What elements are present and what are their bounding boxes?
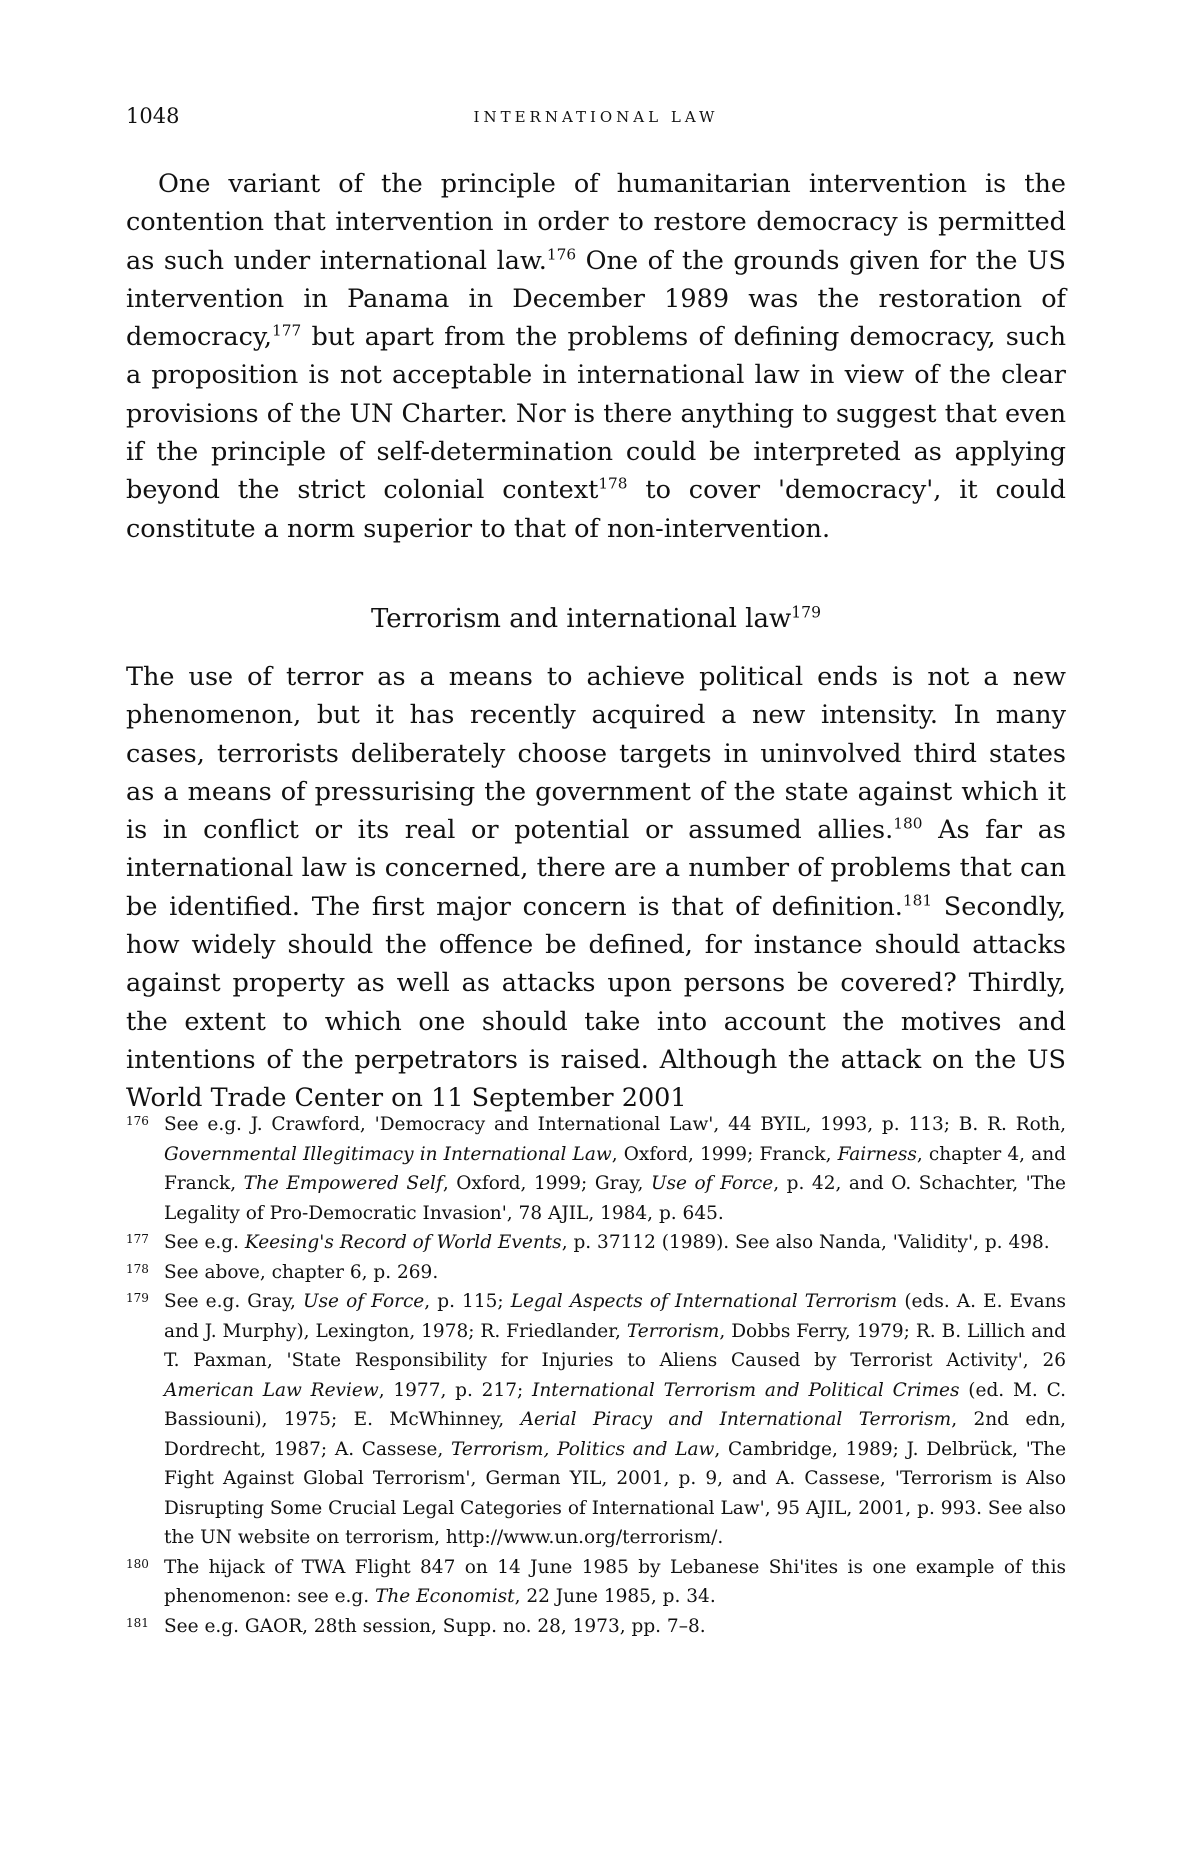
footnote-text: , p. 115; <box>424 1291 511 1312</box>
footnote-text: , chapter 4, and Franck, <box>164 1143 1066 1194</box>
footnote-text: See above, chapter 6, p. 269. <box>164 1261 439 1283</box>
footnote-title: Use of Force <box>302 1291 425 1312</box>
footnote-181 <box>126 1612 1066 1642</box>
footnote-number: 179 <box>126 1291 149 1305</box>
footnote-text: See e.g. GAOR, 28th session, Supp. no. 28, 1973, pp. 7–8. <box>164 1615 706 1637</box>
footnote-number: 177 <box>126 1232 149 1246</box>
footnote-text: , Oxford, 1999; Gray, <box>442 1173 651 1194</box>
footnote-title: Governmental Illegitimacy in International Law <box>164 1143 612 1165</box>
footnote-text: , p. 37112 (1989). See also Nanda, 'Validity', p. 498. <box>561 1232 1050 1253</box>
paragraph-text: One variant of the principle of humanitarian intervention is the contention that intervention in order to restore democracy is permitted as such under international law. <box>126 169 1066 276</box>
footnote-text: See e.g. <box>164 1232 245 1253</box>
footnote-text: , Oxford, 1999; Franck, <box>611 1143 838 1165</box>
footnote-title: Legal Aspects of International Terrorism <box>510 1291 898 1312</box>
section-heading <box>126 604 1066 634</box>
page-header <box>126 104 1066 134</box>
footnote-title: The Empowered Self <box>243 1173 443 1194</box>
footnote-176 <box>126 1110 1066 1228</box>
footnote-179 <box>126 1287 1066 1553</box>
footnote-title: Use of Force <box>650 1173 774 1194</box>
footnote-180 <box>126 1553 1066 1612</box>
footnote-title: American Law Review <box>164 1379 379 1401</box>
footnote-text: See e.g. J. Crawford, 'Democracy and International Law', 44 BYIL, 1993, p. 113; B. R. Roth, <box>164 1114 1066 1135</box>
footnote-177 <box>126 1228 1066 1258</box>
paragraph-text: Secondly, how widely should the offence be defined, for instance should attacks against property as well as attacks upon persons be covered? Thirdly, the extent to which one should take into account the motives and intentions of the perpetrators is raised. Although the attack on the US World Trade Center on 11 September 2001 <box>126 891 1067 1114</box>
paragraph-text: to cover 'democracy', it could constitute a norm superior to that of non-intervention. <box>126 475 1066 544</box>
footnote-text: (eds. A. E. Evans and J. Murphy), Lexington, 1978; R. Friedlander, <box>164 1291 1067 1342</box>
footnote-title: International Terrorism and Political Crimes <box>532 1379 960 1401</box>
footnote-text: , 22 June 1985, p. 34. <box>514 1586 716 1607</box>
footnote-ref-177[interactable]: 177 <box>272 321 302 340</box>
footnote-title: Terrorism <box>626 1320 720 1342</box>
footnote-number: 181 <box>126 1615 149 1630</box>
footnote-title: The Economist <box>375 1586 515 1607</box>
footnote-ref-180[interactable]: 180 <box>893 814 923 833</box>
footnote-text: See e.g. Gray, <box>164 1291 303 1312</box>
running-head: INTERNATIONAL LAW <box>473 108 719 126</box>
footnote-text: , 2nd edn, Dordrecht, 1987; A. Cassese, <box>164 1409 1066 1460</box>
section-heading-text: Terrorism and international law <box>370 604 792 634</box>
paragraph-democracy <box>126 165 1066 548</box>
footnote-ref-176[interactable]: 176 <box>546 245 577 264</box>
footnote-text: (ed. M. C. Bassiouni), 1975; E. McWhinney, <box>164 1379 1066 1430</box>
footnote-title: Aerial Piracy and International Terrorism <box>520 1409 952 1430</box>
paragraph-text: As far as international law is concerned, there are a number of problems that can be identified. The first major concern is that of definition. <box>126 815 1066 922</box>
footnote-text: , p. 42, and O. Schachter, 'The Legality of Pro-Democratic Invasion', 78 AJIL, 1984, p. 645. <box>164 1173 1066 1224</box>
paragraph-text: but apart from the problems of defining democracy, such a proposition is not acceptable in international law in view of the clear provisions of the UN Charter. Nor is there anything to suggest that even if the principle of self-determination could be interpreted as applying beyond the strict colonial context <box>126 322 1066 506</box>
footnote-text: , Dobbs Ferry, 1979; R. B. Lillich and T. Paxman, 'State Responsibility for Injuries to Aliens Caused by Terrorist Activity', 26 <box>164 1320 1066 1371</box>
footnotes <box>126 1110 1066 1641</box>
paragraph-terrorism <box>126 658 1066 1118</box>
footnote-number: 180 <box>126 1556 149 1571</box>
footnote-text: The hijack of TWA Flight 847 on 14 June 1985 by Lebanese Shi'ites is one example of this phenomenon: see e.g. <box>164 1556 1066 1607</box>
footnote-title: Keesing's Record of World Events <box>244 1232 562 1253</box>
footnote-text: , Cambridge, 1989; J. Delbrück, 'The Fight Against Global Terrorism', German YIL, 2001, p. 9, and A. Cassese, 'Terrorism is Also Disrupting Some Crucial Legal Categories of International Law', 95 AJIL, 2001, p. 993. See also the UN website on terrorism, http://www.un.org/terrorism/. <box>164 1438 1067 1548</box>
footnote-number: 176 <box>126 1114 149 1128</box>
page-number: 1048 <box>126 104 180 128</box>
footnote-178 <box>126 1258 1066 1288</box>
footnote-title: Fairness <box>837 1143 917 1165</box>
footnote-ref-181[interactable]: 181 <box>902 891 933 910</box>
footnote-text: , 1977, p. 217; <box>378 1379 533 1401</box>
footnote-title: Terrorism, Politics and Law <box>451 1438 715 1460</box>
paragraph-text: The use of terror as a means to achieve political ends is not a new phenomenon, but it has recently acquired a new intensity. In many cases, terrorists deliberately choose targets in uninvolved third states as a means of pressurising the government of the state against which it is in conflict or its real or potential or assumed allies. <box>126 662 1066 846</box>
footnote-ref-179[interactable]: 179 <box>791 603 822 622</box>
footnote-number: 178 <box>126 1261 149 1276</box>
paragraph-text: One of the grounds given for the US intervention in Panama in December 1989 was the restoration of democracy, <box>126 245 1066 353</box>
footnote-ref-178[interactable]: 178 <box>598 474 628 493</box>
